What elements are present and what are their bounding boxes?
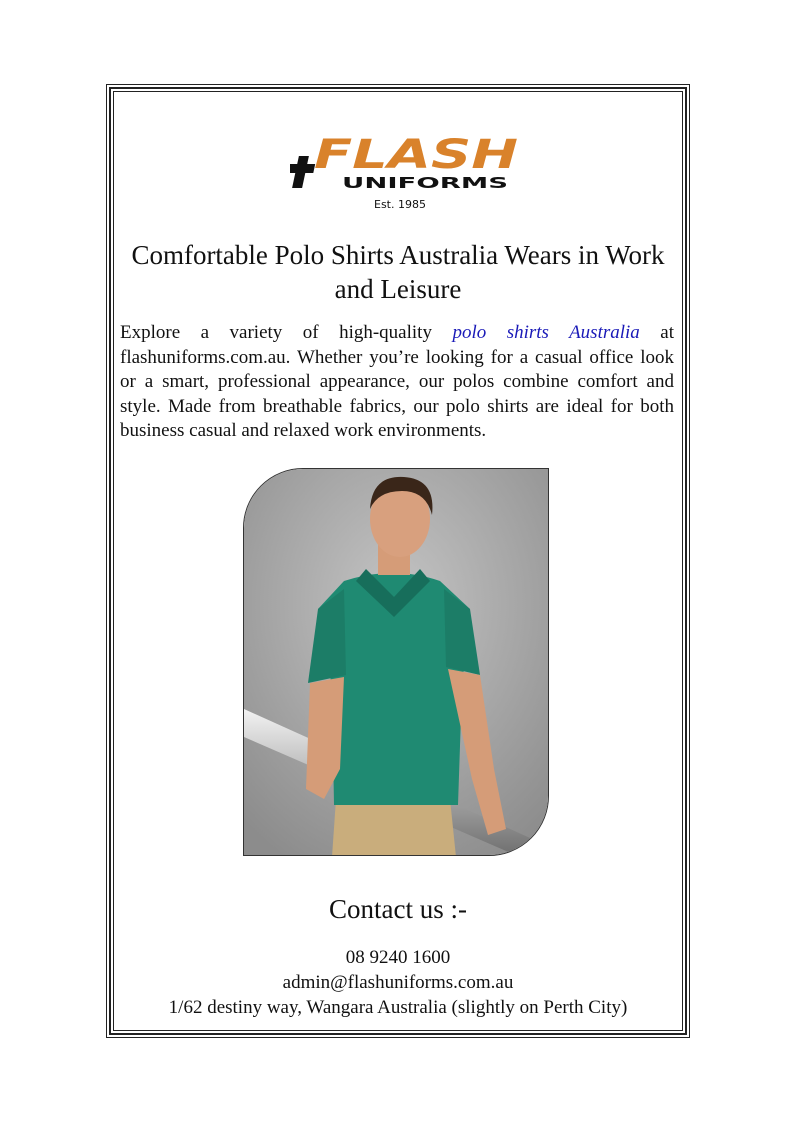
logo-established: Est. 1985 (374, 198, 426, 211)
polo-shirts-link[interactable]: polo shirts Australia (452, 322, 640, 343)
logo-wordmark: FLASH (314, 132, 518, 178)
intro-paragraph (120, 321, 674, 444)
contact-email[interactable]: admin@flashuniforms.com.au (282, 972, 514, 993)
product-photo (243, 468, 549, 856)
flash-uniforms-logo (290, 132, 522, 212)
page-title: Comfortable Polo Shirts Australia Wears in Work and Leisure (131, 240, 665, 304)
contact-heading: Contact us :- (329, 894, 467, 924)
khaki-trousers (332, 799, 456, 856)
contact-address: 1/62 destiny way, Wangara Australia (slightly on Perth City) (168, 997, 628, 1018)
contact-phone[interactable]: 08 9240 1600 (345, 947, 451, 968)
logo-cross-icon (290, 156, 315, 188)
intro-text-start: Explore a variety of high-quality (120, 322, 453, 343)
intro-text-end: at flashuniforms.com.au. Whether you’re looking for a casual office look or a smart, professional appearance, our polos combine comfort and style. Made from breathable fabrics, our polo shirts are ideal for both business casual and relaxed work environments. (120, 322, 675, 442)
logo-subtitle: UNIFORMS (342, 174, 508, 192)
